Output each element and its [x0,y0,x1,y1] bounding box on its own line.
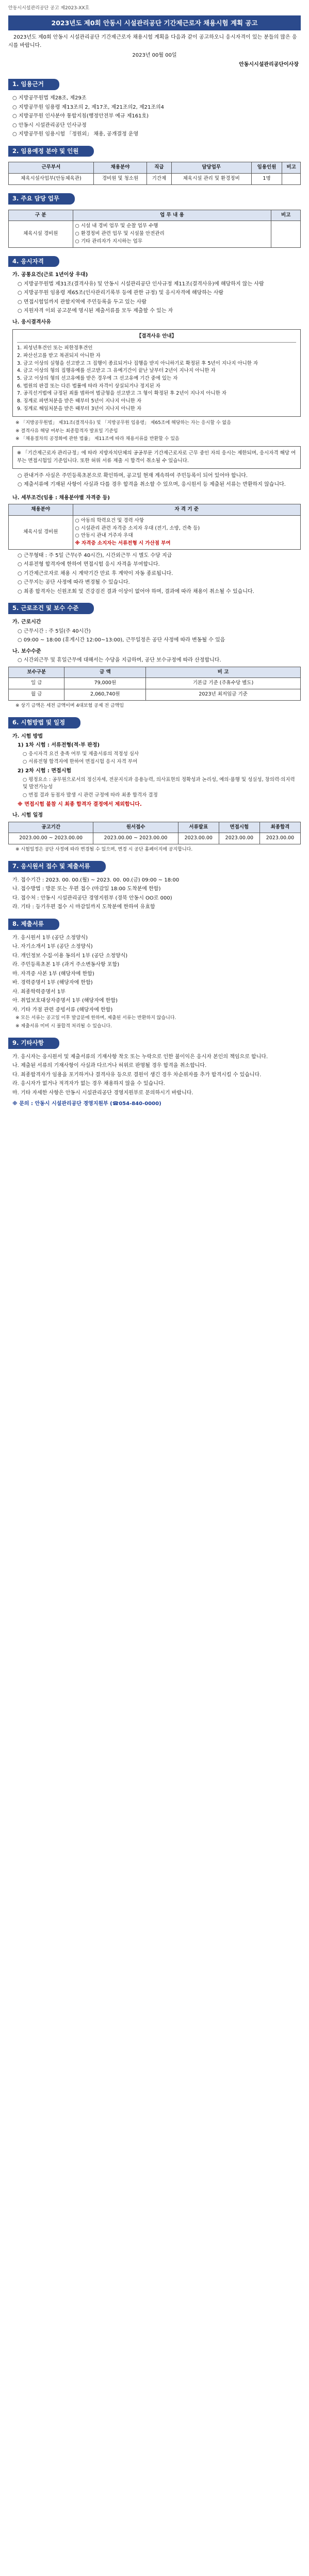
table-cell: 2023.00.00 [259,833,300,844]
note: ※ 「채용절차의 공정화에 관한 법률」 제11조에 따라 채용서류를 반환할 수 있음 [15,436,180,442]
table-row [9,221,301,247]
list-item: 가. 응시원서 1부 (공단 소정양식) [12,935,88,941]
list-item: ○ 기간제근로자로 채용 시 계약기간 만료 후 계약이 자동 종료됩니다. [18,570,173,577]
list-item: ○ 지방공무원법 제31조(결격사유) 및 안동시 시설관리공단 인사규정 제11조(결격사유)에 해당하지 않는 사람 [18,281,264,287]
table-cell: 2023.00.00 ~ 2023.00.00 [93,833,178,844]
section-9-heading: 9. 기타사항 [8,1038,59,1049]
table-cell: 월 급 [9,689,64,701]
list-item: 8. 징계로 파면처분을 받은 때부터 5년이 지나지 아니한 자 [17,398,142,404]
subsection-heading: 나. 응시결격사유 [12,319,51,325]
list-item: ○ 관내거주 사실은 주민등록초본으로 확인하며, 공고일 현재 계속하여 주민등록이 되어 있어야 합니다. [18,472,248,479]
subsection-heading: 가. 시험 방법 [12,733,43,739]
box-text: ※ 「기간제근로자 관리규정」에 따라 지방자치단체의 공공부문 기간제근로자로 근무 중인 자의 응시는 제한되며, 응시자격 해당 여부는 면접시험일 기준입니다. 또한 허위 서류 제출 시 합격이 취소될 수 있습니다. [17,450,296,464]
list-item: 나. 제출된 서류의 기재사항이 사실과 다르거나 허위로 판명될 경우 합격을 취소합니다. [12,1063,207,1069]
list-item: ○ 안동시 시설관리공단 인사규정 [12,122,87,128]
list-item: 7. 공직선거법에 규정된 죄를 범하여 벌금형을 선고받고 그 형이 확정된 후 2년이 지나지 아니한 자 [17,391,227,397]
pay-table [8,667,301,701]
table-header-row [9,822,301,833]
list-item: ○ 지방공무원법 제28조, 제29조 [12,95,87,101]
section-1-heading: 1. 임용근거 [8,79,59,90]
list-item: 5. 금고 이상의 형의 선고유예를 받은 경우에 그 선고유예 기간 중에 있는 자 [17,375,178,381]
table-cell: 2023.00.00 [178,833,219,844]
document-number: 안동시시설관리공단 공고 제2023-XX호 [8,6,90,11]
table-row [9,689,301,701]
list-item: 라. 응시자가 없거나 적격자가 없는 경우 채용하지 않을 수 있습니다. [12,1081,165,1087]
note: ※ 「지방공무원법」 제31조(결격사유) 및 「지방공무원 임용령」 제65조에 해당하는 자는 응시할 수 없음 [15,420,231,426]
column-header: 담당업무 [171,162,251,174]
list-item: 바. 경력증명서 1부 (해당자에 한함) [12,980,93,986]
list-item: 1) 1차 시험 : 서류전형(적·부 판정) [18,742,100,749]
section-8-heading: 8. 제출서류 [8,919,59,930]
table-header-row [9,504,301,516]
table-cell: 체육시설사업부(안동체육관) [9,174,94,185]
box-title: 【결격사유 안내】 [17,333,296,343]
list-item: 라. 주민등록초본 1부 (과거 주소변동사항 포함) [12,962,120,968]
list-item: 4. 금고 이상의 형의 집행유예를 선고받고 그 유예기간이 끝난 날부터 2년이 지나지 아니한 자 [17,368,216,374]
list-item: 라. 기타 : 등기우편 접수 시 마감일까지 도착분에 한하여 유효함 [12,904,155,910]
table-header-row [9,667,301,678]
list-item: ○ 서류전형 합격자에 한하여 면접시험 응시 자격을 부여합니다. [18,562,160,568]
list-item: 6. 법원의 판결 또는 다른 법률에 따라 자격이 상실되거나 정지된 자 [17,383,160,389]
table-cell: 2023.00.00 ~ 2023.00.00 [9,833,93,844]
list-item: ○ 근무지는 공단 사정에 따라 변경될 수 있습니다. [18,580,130,586]
table-cell: 체육시설 경비원 [9,516,73,550]
table-cell: 체육시설 관리 및 환경정비 [171,174,251,185]
list-item: ○ 근무형태 : 주 5일 근무(주 40시간), 시간외근무 시 별도 수당 지급 [18,552,172,558]
list-item: ○ 지방공무원 임용시험 「정원외」 채용, 공개결정 운영 [12,131,139,138]
warning-text: ※ 면접시험 불참 시 최종 합격자 결정에서 제외합니다. [18,801,142,807]
section-1-list [8,94,301,139]
subsection-heading: 가. 공통요건(근로 1년이상 우대) [12,272,88,278]
subsection-heading: 나. 세부조건(임용 : 채용분야별 자격증 등) [12,495,110,501]
column-header: 보수구분 [9,667,64,678]
schedule-table [8,822,301,844]
criteria-item: ○ 안동시 관내 거주자 우대 [75,533,133,539]
contact-info: ※ 문의 : 안동시 시설관리공단 경영지원부 (☎054-840-0000) [12,1101,161,1107]
column-header: 원서접수 [93,822,178,833]
table-cell: 기간제 [147,174,172,185]
column-header: 직급 [147,162,172,174]
list-item: ○ 지원자격 이외 공고문에 명시된 제출서류를 모두 제출할 수 있는 자 [18,308,173,314]
subsection-heading: 나. 보수수준 [12,648,41,654]
list-item: 나. 접수방법 : 방문 또는 우편 접수 (마감일 18:00 도착분에 한함) [12,886,161,892]
table-row [9,174,301,185]
table-cell: 1명 [251,174,282,185]
positions-table [8,162,301,184]
column-header: 자 격 기 준 [73,504,300,516]
list-item: 아. 취업보호대상자증명서 1부 (해당자에 한함) [12,998,118,1004]
table-row [9,516,301,550]
column-header: 임용인원 [251,162,282,174]
notice-date: 2023년 00월 00일 [132,53,177,59]
note: ※ 모든 서류는 공고일 이후 발급분에 한하며, 제출된 서류는 반환하지 않습니다. [15,1015,176,1021]
section-4-heading: 4. 응시자격 [8,256,59,267]
section-6-heading: 6. 시험방법 및 일정 [8,717,80,728]
section-3-heading: 3. 주요 담당 업무 [8,193,75,205]
list-item: 나. 자기소개서 1부 (공단 소정양식) [12,944,93,950]
subsection-heading: 가. 근로시간 [12,619,41,625]
table-cell: 2023.00.00 [219,833,259,844]
list-item: ○ 평정요소 : 공무원으로서의 정신자세, 전문지식과 응용능력, 의사표현의 정확성과 논리성, 예의·품행 및 성실성, 창의력·의지력 및 발전가능성 [23,776,295,790]
criteria-cell [73,516,300,550]
table-cell: 2023년 최저임금 기준 [146,689,301,701]
table-cell [271,221,301,247]
criteria-highlight: ※ 자격증 소지자는 서류전형 시 가산점 부여 [75,540,171,547]
table-cell: 기본급 기준 (주휴수당 별도) [146,678,301,689]
column-header: 서류발표 [178,822,219,833]
subsection-heading: 나. 시험 일정 [12,812,43,819]
list-item: 3. 금고 이상의 실형을 선고받고 그 집행이 종료되거나 집행을 받지 아니하기로 확정된 후 5년이 지나지 아니한 자 [17,360,258,366]
list-item: 가. 응시자는 응시원서 및 제출서류의 기재사항 착오 또는 누락으로 인한 불이익은 응시자 본인의 책임으로 합니다. [12,1054,268,1060]
list-item: 9. 징계로 해임처분을 받은 때부터 3년이 지나지 아니한 자 [17,405,142,412]
list-item: 2) 2차 시험 : 면접시험 [18,768,72,774]
list-item: 다. 접수처 : 안동시 시설관리공단 경영지원부 (경북 안동시 OO로 000) [12,895,172,901]
column-header: 근무부서 [9,162,94,174]
list-item: ○ 최종 합격자는 신원조회 및 건강검진 결과 이상이 없어야 하며, 결과에 따라 채용이 취소될 수 있습니다. [18,588,254,595]
table-cell: 일 급 [9,678,64,689]
disqualification-box [12,329,301,416]
note: ※ 제출서류 미비 시 불합격 처리될 수 있습니다. [15,1024,112,1029]
duty-item: ○ 기타 관리자가 지시하는 업무 [75,238,143,244]
list-item: 자. 기타 가점 관련 증빙서류 (해당자에 한함) [12,1007,113,1013]
notice-title: 2023년도 제0회 안동시 시설관리공단 기간제근로자 채용시험 계획 공고 [8,15,301,30]
list-item: 사. 최종학력증명서 1부 [12,989,66,995]
list-item: ○ 지방공무원 인사분야 통합지침(행정안전부 예규 제161호) [12,113,149,120]
list-item: ○ 지방공무원 임용령 제65조(인사관리기록부 등에 관한 규정) 및 응시자격에 해당하는 사람 [18,290,224,296]
column-header: 채용분야 [93,162,147,174]
table-cell: 79,000원 [64,678,146,689]
section-7-heading: 7. 응시원서 접수 및 제출서류 [8,861,106,872]
criteria-item: ○ 아동의 학력요건 및 경력 사항 [75,518,144,524]
column-header: 비 고 [146,667,301,678]
column-header: 최종합격 [259,822,300,833]
criteria-table [8,504,301,550]
duty-item: ○ 시설 내 경비 업무 및 순찰 업무 수행 [75,223,158,229]
table-cell: 체육시설 경비원 [9,221,73,247]
column-header: 면접시험 [219,822,259,833]
column-header: 금 액 [64,667,146,678]
list-item: ○ 면접시험일까지 관할지역에 주민등록을 두고 있는 사람 [18,299,147,305]
issuer-name: 안동시시설관리공단이사장 [239,61,299,67]
list-item: ○ 시간외근무 및 휴일근무에 대해서는 수당을 지급하며, 공단 보수규정에 따라 산정합니다. [18,657,221,664]
table-row [9,678,301,689]
table-cell: 2,060,740원 [64,689,146,701]
column-header: 채용분야 [9,504,73,516]
note: ※ 상기 금액은 세전 금액이며 4대보험 공제 전 금액임 [15,703,124,708]
list-item: ○ 지방공무원 임용령 제13조의 2, 제17조, 제21조의2, 제21조의4 [12,104,165,110]
list-item: ○ 근무시간 : 주 5일(주 40시간) [18,628,91,634]
column-header: 구 분 [9,210,73,221]
section-5-heading: 5. 근로조건 및 보수 수준 [8,603,94,614]
intro-paragraph: 2023년도 제0회 안동시 시설관리공단 기간제근로자 채용시험 계획을 다음과 같이 공고하오니 응시자격이 있는 분들의 많은 응시를 바랍니다. [8,35,297,48]
list-item: ○ 제출서류에 기재된 사항이 사실과 다를 경우 합격을 취소할 수 있으며, 응시원서 등 제출된 서류는 반환하지 않습니다. [18,482,286,488]
list-item: 가. 접수기간 : 2023. 00. 00.(월) ~ 2023. 00. 00.(금) 09:00 ~ 18:00 [12,877,180,883]
table-cell: 경비원 및 청소원 [93,174,147,185]
notice-box [12,446,301,468]
column-header: 비고 [271,210,301,221]
list-item: ○ 09:00 ~ 18:00 (휴게시간 12:00~13:00), 근무일정은 공단 사정에 따라 변동될 수 있음 [18,637,225,643]
table-row [9,833,301,844]
section-2-heading: 2. 임용예정 분야 및 인원 [8,146,94,157]
list-item: 다. 최종합격자가 임용을 포기하거나 결격사유 등으로 결원이 생긴 경우 차순위자를 추가 합격시킬 수 있습니다. [12,1072,262,1078]
table-cell [282,174,301,185]
note: ※ 결격사유 해당 여부는 최종합격자 발표일 기준임 [15,428,118,434]
list-item: ○ 응시자격 요건 충족 여부 및 제출서류의 적정성 심사 [23,751,139,757]
criteria-item: ○ 시설관리 관련 자격증 소지자 우대 (전기, 소방, 건축 등) [75,525,200,531]
list-item: ○ 서류전형 합격자에 한하여 면접시험 응시 자격 부여 [23,759,138,765]
list-item: 마. 자격증 사본 1부 (해당자에 한함) [12,971,94,977]
column-header: 비고 [282,162,301,174]
list-item: ○ 면접 결과 동점자 발생 시 관련 규정에 따라 최종 합격자 결정 [23,792,158,798]
note: ※ 시험일정은 공단 사정에 따라 변경될 수 있으며, 변경 시 공단 홈페이지에 공지합니다. [15,847,193,853]
duties-cell [73,221,271,247]
column-header: 공고기간 [9,822,93,833]
list-item: 마. 기타 자세한 사항은 안동시 시설관리공단 경영지원부로 문의하시기 바랍니다. [12,1090,193,1096]
duties-table [8,210,301,248]
list-item: 2. 파산선고를 받고 복권되지 아니한 자 [17,352,101,359]
table-header-row [9,210,301,221]
column-header: 업 무 내 용 [73,210,271,221]
list-item: 1. 피성년후견인 또는 피한정후견인 [17,345,93,351]
list-item: 다. 개인정보 수집·이용 동의서 1부 (공단 소정양식) [12,953,128,959]
duty-item: ○ 환경정비 관련 업무 및 시설물 안전관리 [75,231,165,237]
table-header-row [9,162,301,174]
